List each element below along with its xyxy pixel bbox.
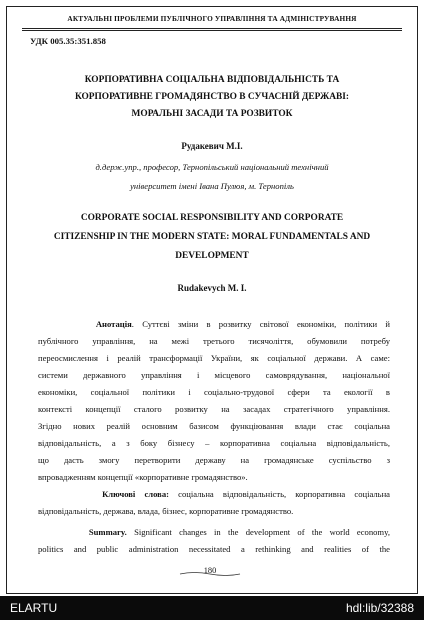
title-ua-line: КОРПОРАТИВНА СОЦІАЛЬНА ВІДПОВІДАЛЬНІСТЬ ТА: [84, 75, 340, 85]
author-affiliation: [28, 158, 396, 196]
summary-line: politics and public administration necessitated a rethinking and realities of the: [38, 544, 390, 554]
abstract-line: системи державного управління і місцевого самоврядування, національної: [38, 370, 390, 380]
title-ua-line: МОРАЛЬНІ ЗАСАДИ ТА РОЗВИТОК: [131, 109, 293, 119]
title-en-line: DEVELOPMENT: [175, 251, 249, 261]
summary-text: Significant changes in the development of the world economy,: [126, 527, 390, 537]
author-ukrainian: Рудакевич М.І.: [181, 141, 243, 151]
author-english: Rudakevych M. I.: [177, 283, 247, 293]
title-en-line: CITIZENSHIP IN THE MODERN STATE: MORAL FUNDAMENTALS AND: [53, 232, 371, 242]
page-number: 180: [203, 566, 217, 575]
title-en-line: CORPORATE SOCIAL RESPONSIBILITY AND CORPORATE: [80, 213, 344, 223]
keywords-line: відповідальність, держава, влада, бізнес, корпоративне громадянство.: [38, 506, 294, 516]
keywords-label: Ключові слова:: [102, 489, 169, 499]
udc-code: УДК 005.35:351.858: [30, 36, 106, 46]
abstract-line: що дасть змогу перетворити державу на громадянське суспільство з: [38, 455, 390, 465]
page-number-underline: [178, 571, 242, 577]
abstract-line: контексті концепції сталого розвитку на засадах стратегічного управління.: [38, 404, 390, 414]
abstract-line: впровадженням концепції «корпоративне громадянство».: [38, 472, 248, 482]
abstract-line: відповідальність, а з боку бізнесу – корпоративна соціальна відповідальність,: [38, 438, 390, 448]
handle-identifier[interactable]: hdl:lib/32388: [345, 601, 414, 615]
abstract-line: переосмислення і реалій трансформації України, як соціальної держави. А саме:: [38, 353, 390, 363]
abstract-line: економіки, соціальної політики і соціально-трудової сфери та екології в: [38, 387, 390, 397]
title-english: [28, 209, 396, 266]
title-ua-line: КОРПОРАТИВНЕ ГРОМАДЯНСТВО В СУЧАСНІЙ ДЕРЖАВІ:: [74, 92, 350, 102]
keywords-text: соціальна відповідальність, корпоративна соціальна: [168, 489, 390, 499]
abstract-text: . Суттєві зміни в розвитку світової економіки, політики й: [131, 319, 390, 329]
repository-name: ELARTU: [10, 601, 58, 615]
affiliation-line: д.держ.упр., професор, Тернопільський національний технічний: [95, 162, 329, 172]
abstract-line: Згідно нових реалій основним базисом функціювання влади стає соціальна: [38, 421, 390, 431]
keywords-first-line: [38, 486, 390, 503]
abstract-section: [38, 316, 390, 558]
summary-first-line: [38, 524, 390, 541]
summary-label: Summary.: [88, 527, 127, 537]
document-page: [8, 0, 412, 596]
title-ukrainian: [28, 72, 396, 123]
abstract-first-line: [38, 316, 390, 333]
abstract-label: Анотація: [95, 319, 132, 329]
abstract-line: публічного управління, на межі третього тисячоліття, обумовили потребу: [38, 336, 390, 346]
header-rule: [22, 28, 402, 31]
affiliation-line: університет імені Івана Пулюя, м. Тернопіль: [130, 181, 294, 191]
footer-bar: [0, 596, 424, 620]
journal-header: АКТУАЛЬНІ ПРОБЛЕМИ ПУБЛІЧНОГО УПРАВЛІННЯ ТА АДМІНІСТРУВАННЯ: [67, 14, 357, 23]
